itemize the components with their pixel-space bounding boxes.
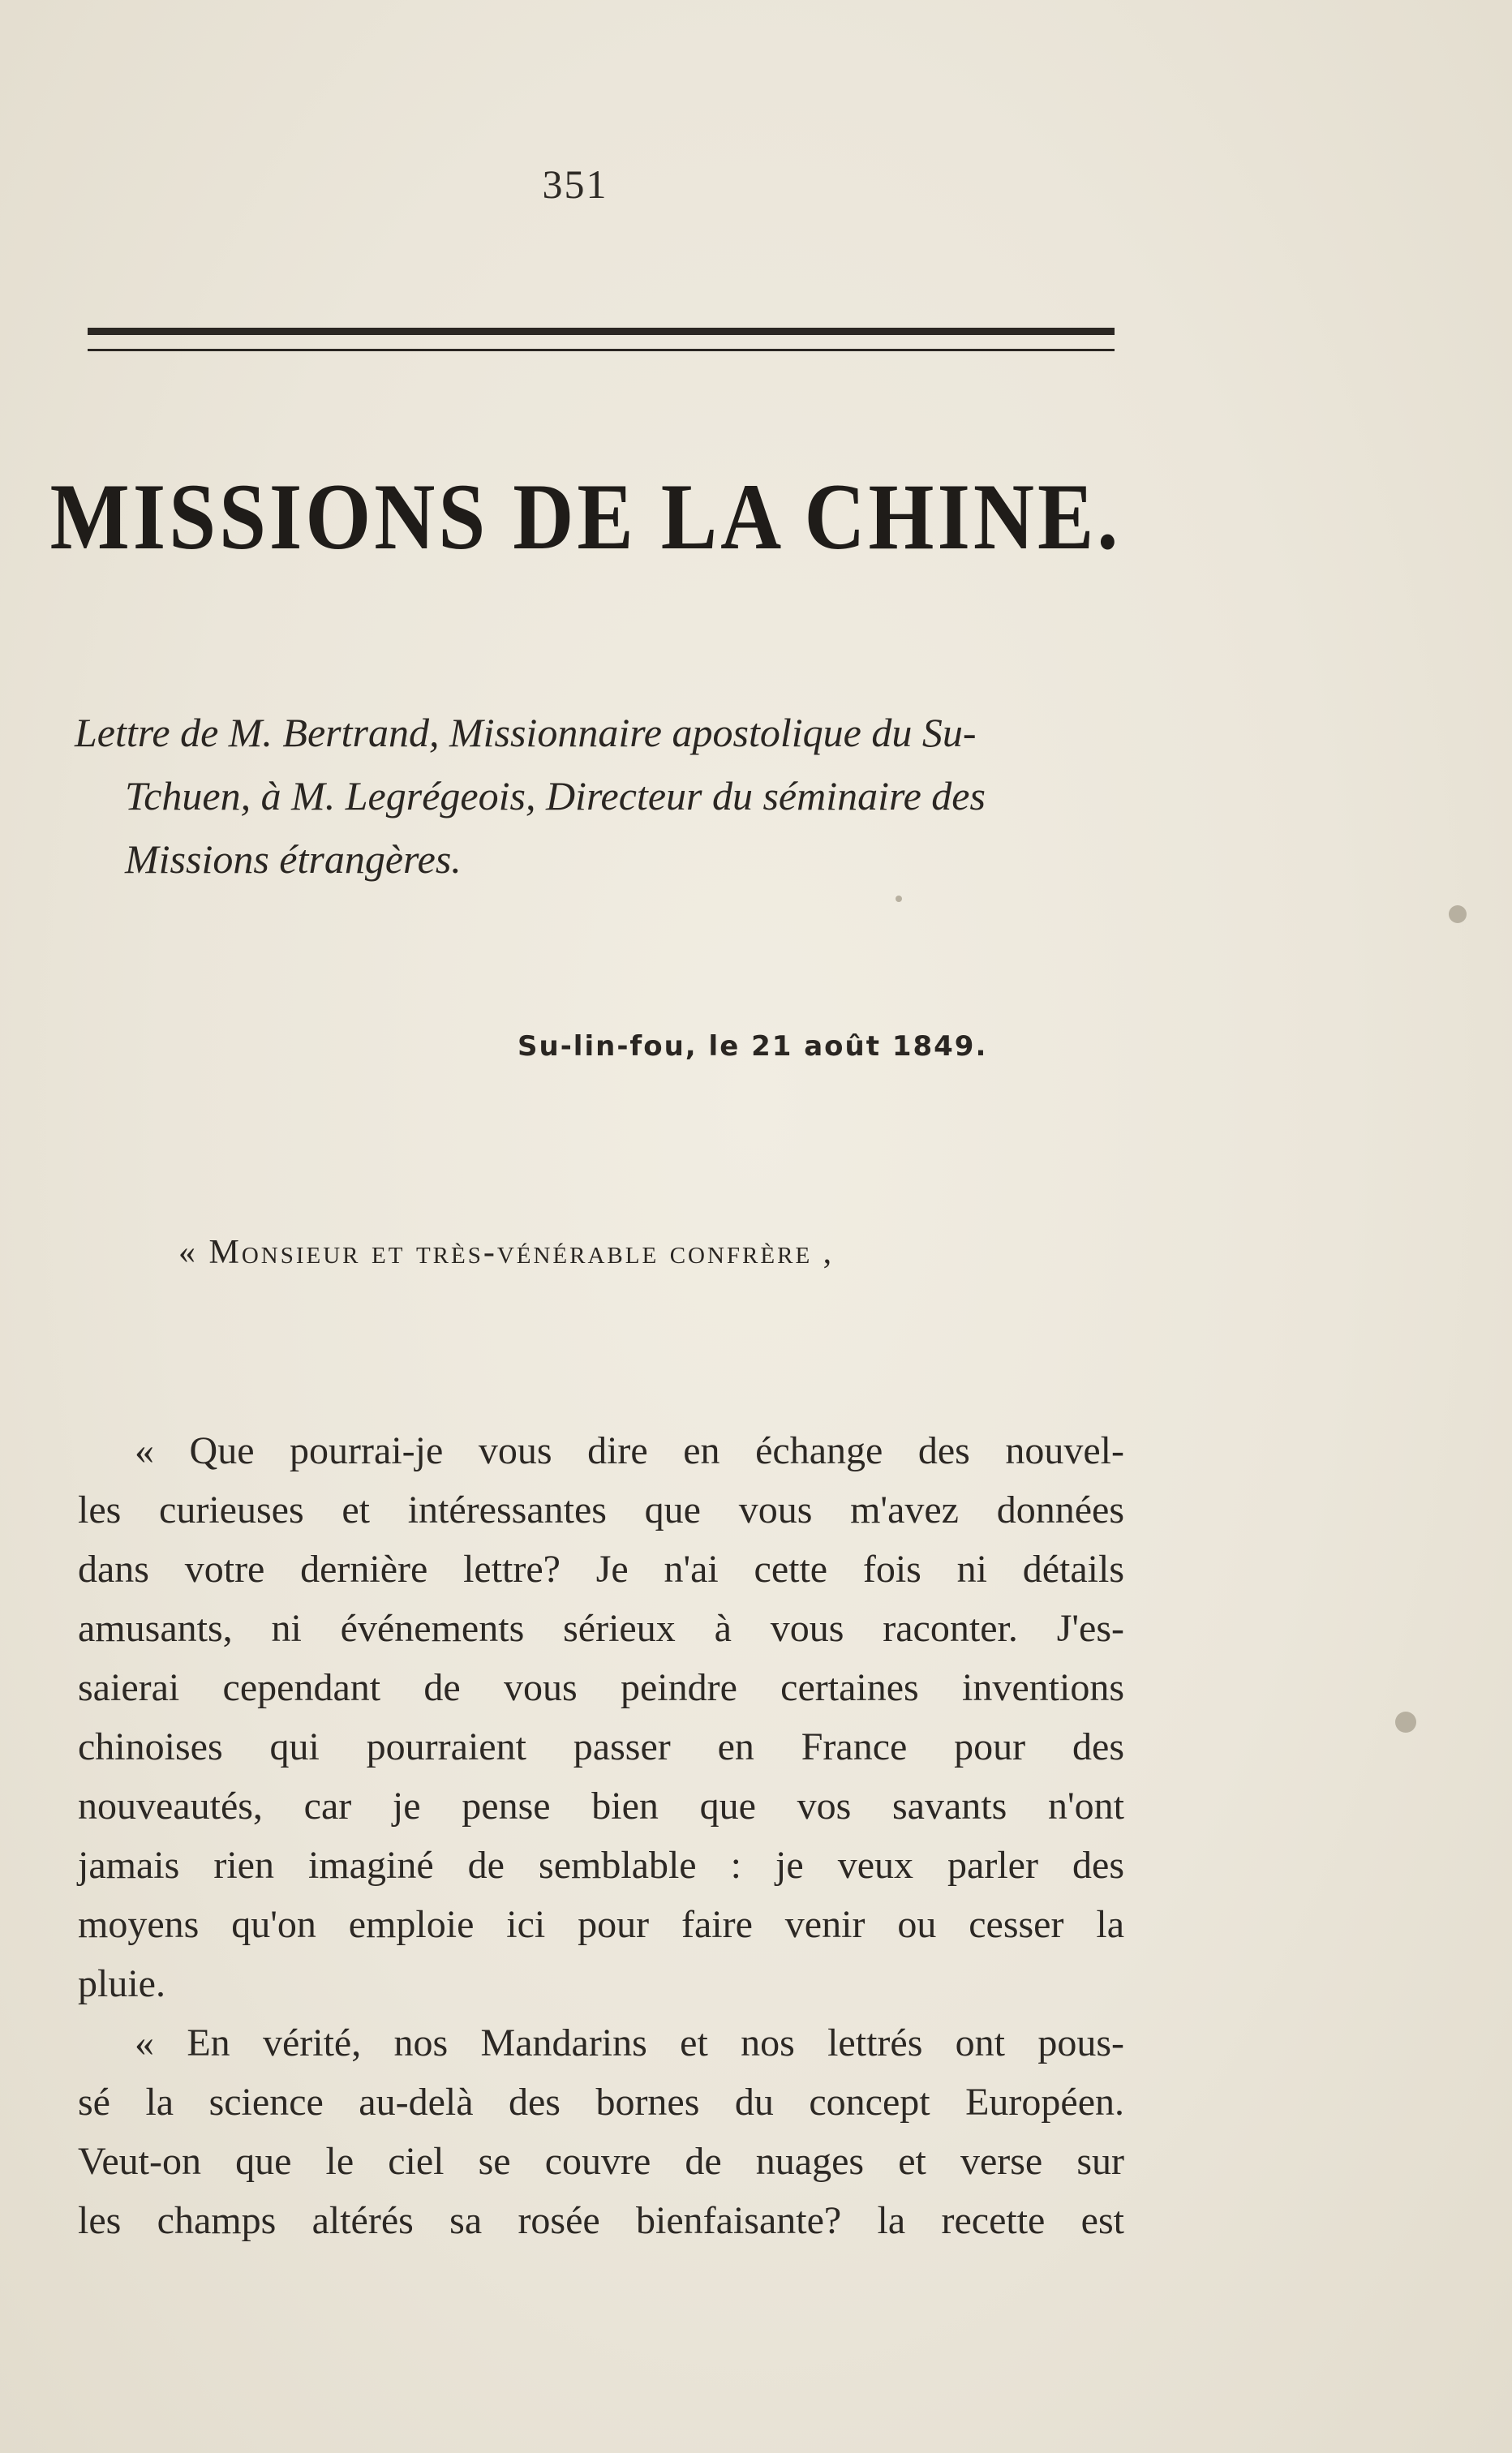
body-line: Veut-on que le ciel se couvre de nuages et verse sur xyxy=(78,2140,1124,2183)
letter-heading xyxy=(75,701,1153,891)
letter-heading-line: Tchuen, à M. Legrégeois, Directeur du séminaire des xyxy=(125,773,986,818)
header-rule-thin xyxy=(88,349,1115,351)
body-line: « Que pourrai-je vous dire en échange des nouvel- xyxy=(135,1429,1124,1472)
section-title: MISSIONS DE LA CHINE. xyxy=(49,465,1122,569)
letter-heading-line: Lettre de M. Bertrand, Missionnaire apostolique du Su- xyxy=(75,710,977,755)
paper-speck xyxy=(896,896,902,902)
body-line: les champs altérés sa rosée bienfaisante? la recette est xyxy=(78,2199,1124,2242)
body-line: moyens qu'on emploie ici pour faire venir ou cesser la xyxy=(78,1903,1124,1946)
page-number: 351 xyxy=(542,161,608,207)
letter-heading-line: Missions étrangères. xyxy=(125,836,462,882)
body-line: les curieuses et intéressantes que vous m'avez données xyxy=(78,1489,1124,1532)
body-line: dans votre dernière lettre? Je n'ai cette fois ni détails xyxy=(78,1548,1124,1591)
body-line: pluie. xyxy=(78,1962,165,2005)
body-line: jamais rien imaginé de semblable : je veux parler des xyxy=(78,1844,1124,1887)
dateline: Su-lin-fou, le 21 août 1849. xyxy=(518,1030,988,1063)
body-line: saierai cependant de vous peindre certaines inventions xyxy=(78,1666,1124,1709)
paper-speck xyxy=(1395,1712,1416,1733)
body-line: nouveautés, car je pense bien que vos savants n'ont xyxy=(78,1785,1124,1828)
salutation: « Monsieur et très-vénérable confrère , xyxy=(178,1234,835,1271)
body-line: sé la science au-delà des bornes du concept Européen. xyxy=(78,2081,1124,2124)
paper-speck xyxy=(1449,905,1467,923)
body-line: amusants, ni événements sérieux à vous raconter. J'es- xyxy=(78,1607,1124,1650)
header-rule-thick xyxy=(88,328,1115,335)
body-text xyxy=(78,1421,1124,2250)
body-line: « En vérité, nos Mandarins et nos lettrés ont pous- xyxy=(135,2021,1124,2064)
body-line: chinoises qui pourraient passer en France pour des xyxy=(78,1725,1124,1768)
